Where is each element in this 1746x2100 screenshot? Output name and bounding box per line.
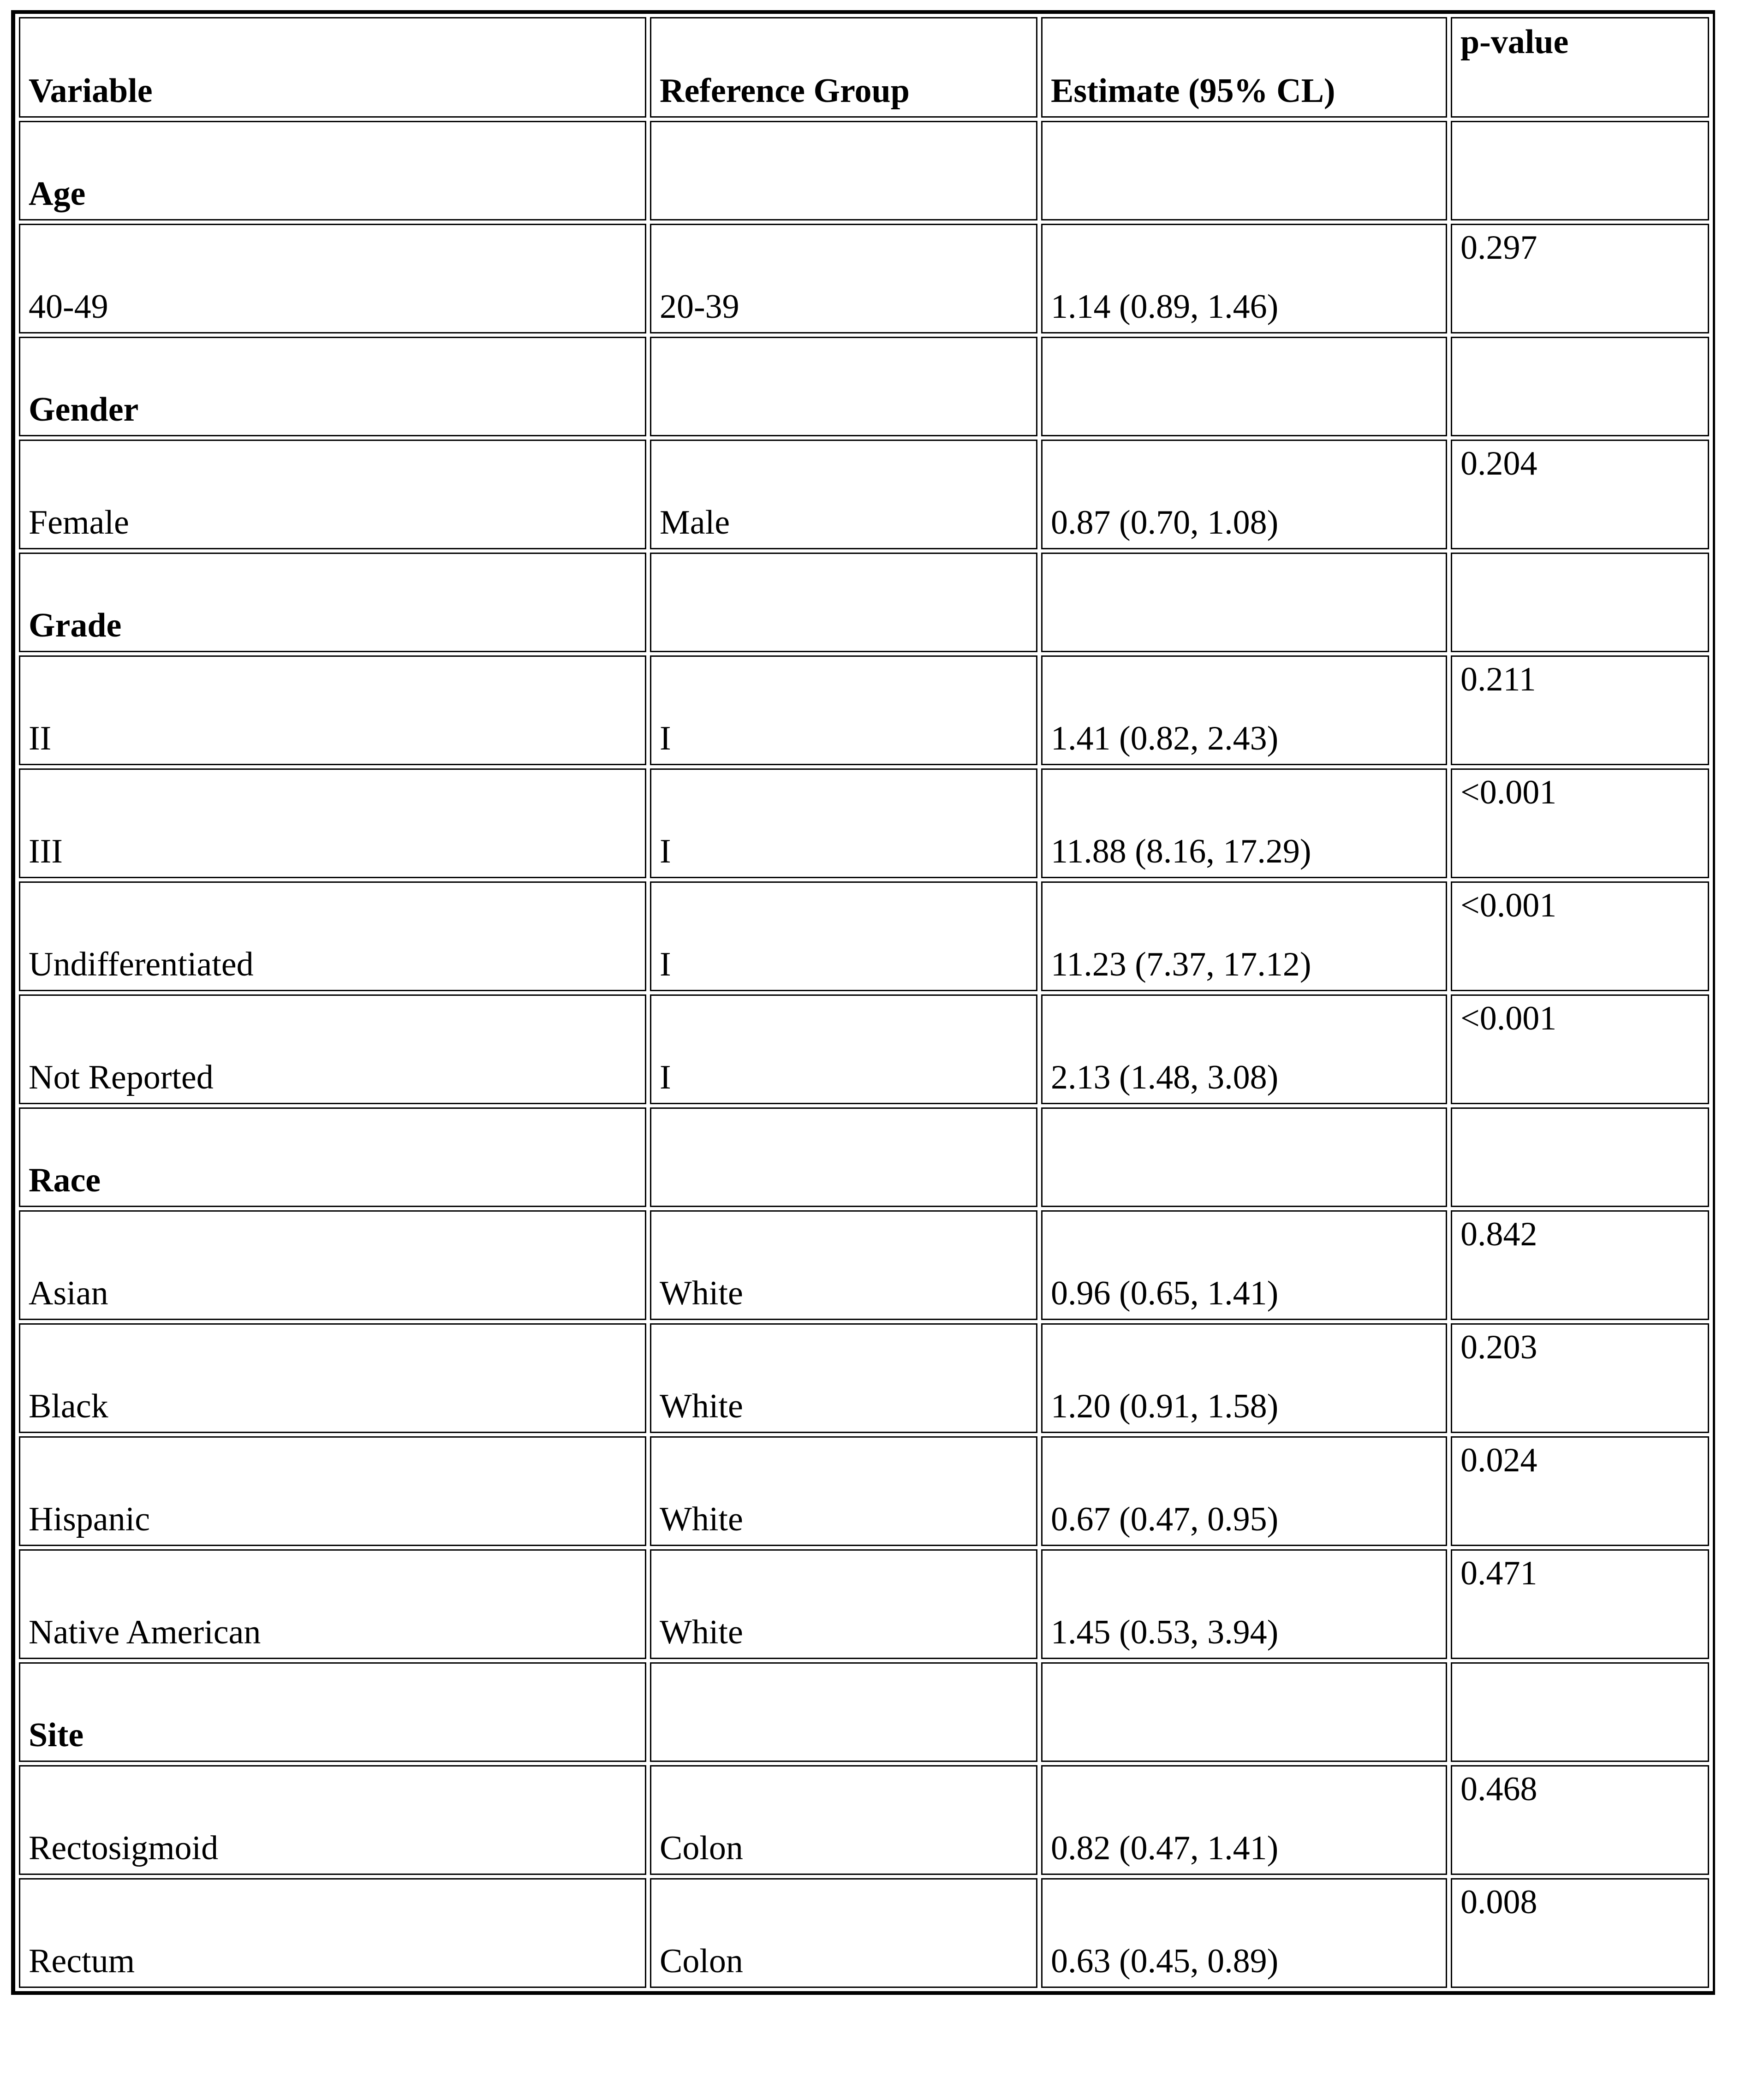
cell-reference: I [650, 881, 1037, 991]
cell-pvalue: 0.471 [1451, 1549, 1709, 1659]
cell-pvalue: 0.204 [1451, 440, 1709, 549]
cell-estimate: 0.96 (0.65, 1.41) [1041, 1210, 1447, 1320]
cell-variable: III [19, 768, 646, 878]
cell-reference: White [650, 1210, 1037, 1320]
table-row [19, 1878, 1709, 1988]
table-row [19, 994, 1709, 1104]
cell-reference: 20-39 [650, 224, 1037, 333]
table-row [19, 1765, 1709, 1875]
cell-estimate: 11.23 (7.37, 17.12) [1041, 881, 1447, 991]
cell-reference: Male [650, 440, 1037, 549]
cell-reference: White [650, 1549, 1037, 1659]
cell-pvalue: 0.211 [1451, 655, 1709, 765]
cell-reference: White [650, 1436, 1037, 1546]
section-header-row [19, 1107, 1709, 1207]
cell-estimate [1041, 121, 1447, 220]
cell-pvalue [1451, 1662, 1709, 1762]
cell-pvalue: 0.008 [1451, 1878, 1709, 1988]
cell-estimate: 0.82 (0.47, 1.41) [1041, 1765, 1447, 1875]
cell-estimate: 2.13 (1.48, 3.08) [1041, 994, 1447, 1104]
cell-pvalue: <0.001 [1451, 881, 1709, 991]
cell-reference [650, 1662, 1037, 1762]
cell-pvalue: <0.001 [1451, 994, 1709, 1104]
cell-reference [650, 337, 1037, 436]
cell-pvalue: <0.001 [1451, 768, 1709, 878]
cell-estimate: 0.67 (0.47, 0.95) [1041, 1436, 1447, 1546]
cell-pvalue: 0.468 [1451, 1765, 1709, 1875]
cell-estimate [1041, 553, 1447, 652]
cell-pvalue [1451, 1107, 1709, 1207]
cell-estimate: 0.87 (0.70, 1.08) [1041, 440, 1447, 549]
cell-reference: White [650, 1323, 1037, 1433]
cell-variable: Grade [19, 553, 646, 652]
cell-variable: Undifferentiated [19, 881, 646, 991]
results-table-container [11, 10, 1715, 1995]
table-row [19, 1323, 1709, 1433]
cell-pvalue: 0.297 [1451, 224, 1709, 333]
column-header-pvalue: p-value [1451, 17, 1709, 118]
cell-variable: Rectosigmoid [19, 1765, 646, 1875]
cell-variable: Hispanic [19, 1436, 646, 1546]
cell-variable: II [19, 655, 646, 765]
cell-reference: I [650, 655, 1037, 765]
cell-estimate [1041, 1107, 1447, 1207]
section-header-row [19, 121, 1709, 220]
cell-reference: I [650, 994, 1037, 1104]
table-row [19, 224, 1709, 333]
cell-variable: Site [19, 1662, 646, 1762]
table-row [19, 440, 1709, 549]
section-header-row [19, 337, 1709, 436]
cell-variable: Age [19, 121, 646, 220]
cell-reference: Colon [650, 1765, 1037, 1875]
column-header-estimate: Estimate (95% CL) [1041, 17, 1447, 118]
table-body [19, 17, 1709, 1988]
cell-estimate: 0.63 (0.45, 0.89) [1041, 1878, 1447, 1988]
cell-estimate [1041, 337, 1447, 436]
cell-reference: Colon [650, 1878, 1037, 1988]
cell-variable: Asian [19, 1210, 646, 1320]
cell-variable: Race [19, 1107, 646, 1207]
table-header-row [19, 17, 1709, 118]
table-row [19, 1210, 1709, 1320]
cell-variable: Native American [19, 1549, 646, 1659]
table-row [19, 1436, 1709, 1546]
cell-pvalue [1451, 121, 1709, 220]
table-row [19, 655, 1709, 765]
cell-estimate: 1.41 (0.82, 2.43) [1041, 655, 1447, 765]
cell-pvalue: 0.842 [1451, 1210, 1709, 1320]
cell-reference [650, 121, 1037, 220]
cell-estimate: 11.88 (8.16, 17.29) [1041, 768, 1447, 878]
table-row [19, 1549, 1709, 1659]
cell-estimate: 1.45 (0.53, 3.94) [1041, 1549, 1447, 1659]
section-header-row [19, 1662, 1709, 1762]
column-header-variable: Variable [19, 17, 646, 118]
cell-variable: Gender [19, 337, 646, 436]
cell-reference: I [650, 768, 1037, 878]
cell-pvalue [1451, 553, 1709, 652]
cell-variable: Female [19, 440, 646, 549]
table-row [19, 768, 1709, 878]
cell-variable: 40-49 [19, 224, 646, 333]
cell-estimate [1041, 1662, 1447, 1762]
cell-variable: Not Reported [19, 994, 646, 1104]
cell-estimate: 1.20 (0.91, 1.58) [1041, 1323, 1447, 1433]
column-header-reference: Reference Group [650, 17, 1037, 118]
multivariable-results-table [15, 14, 1713, 1991]
section-header-row [19, 553, 1709, 652]
cell-variable: Rectum [19, 1878, 646, 1988]
table-row [19, 881, 1709, 991]
cell-pvalue: 0.203 [1451, 1323, 1709, 1433]
cell-estimate: 1.14 (0.89, 1.46) [1041, 224, 1447, 333]
cell-reference [650, 1107, 1037, 1207]
cell-pvalue [1451, 337, 1709, 436]
cell-pvalue: 0.024 [1451, 1436, 1709, 1546]
cell-variable: Black [19, 1323, 646, 1433]
cell-reference [650, 553, 1037, 652]
